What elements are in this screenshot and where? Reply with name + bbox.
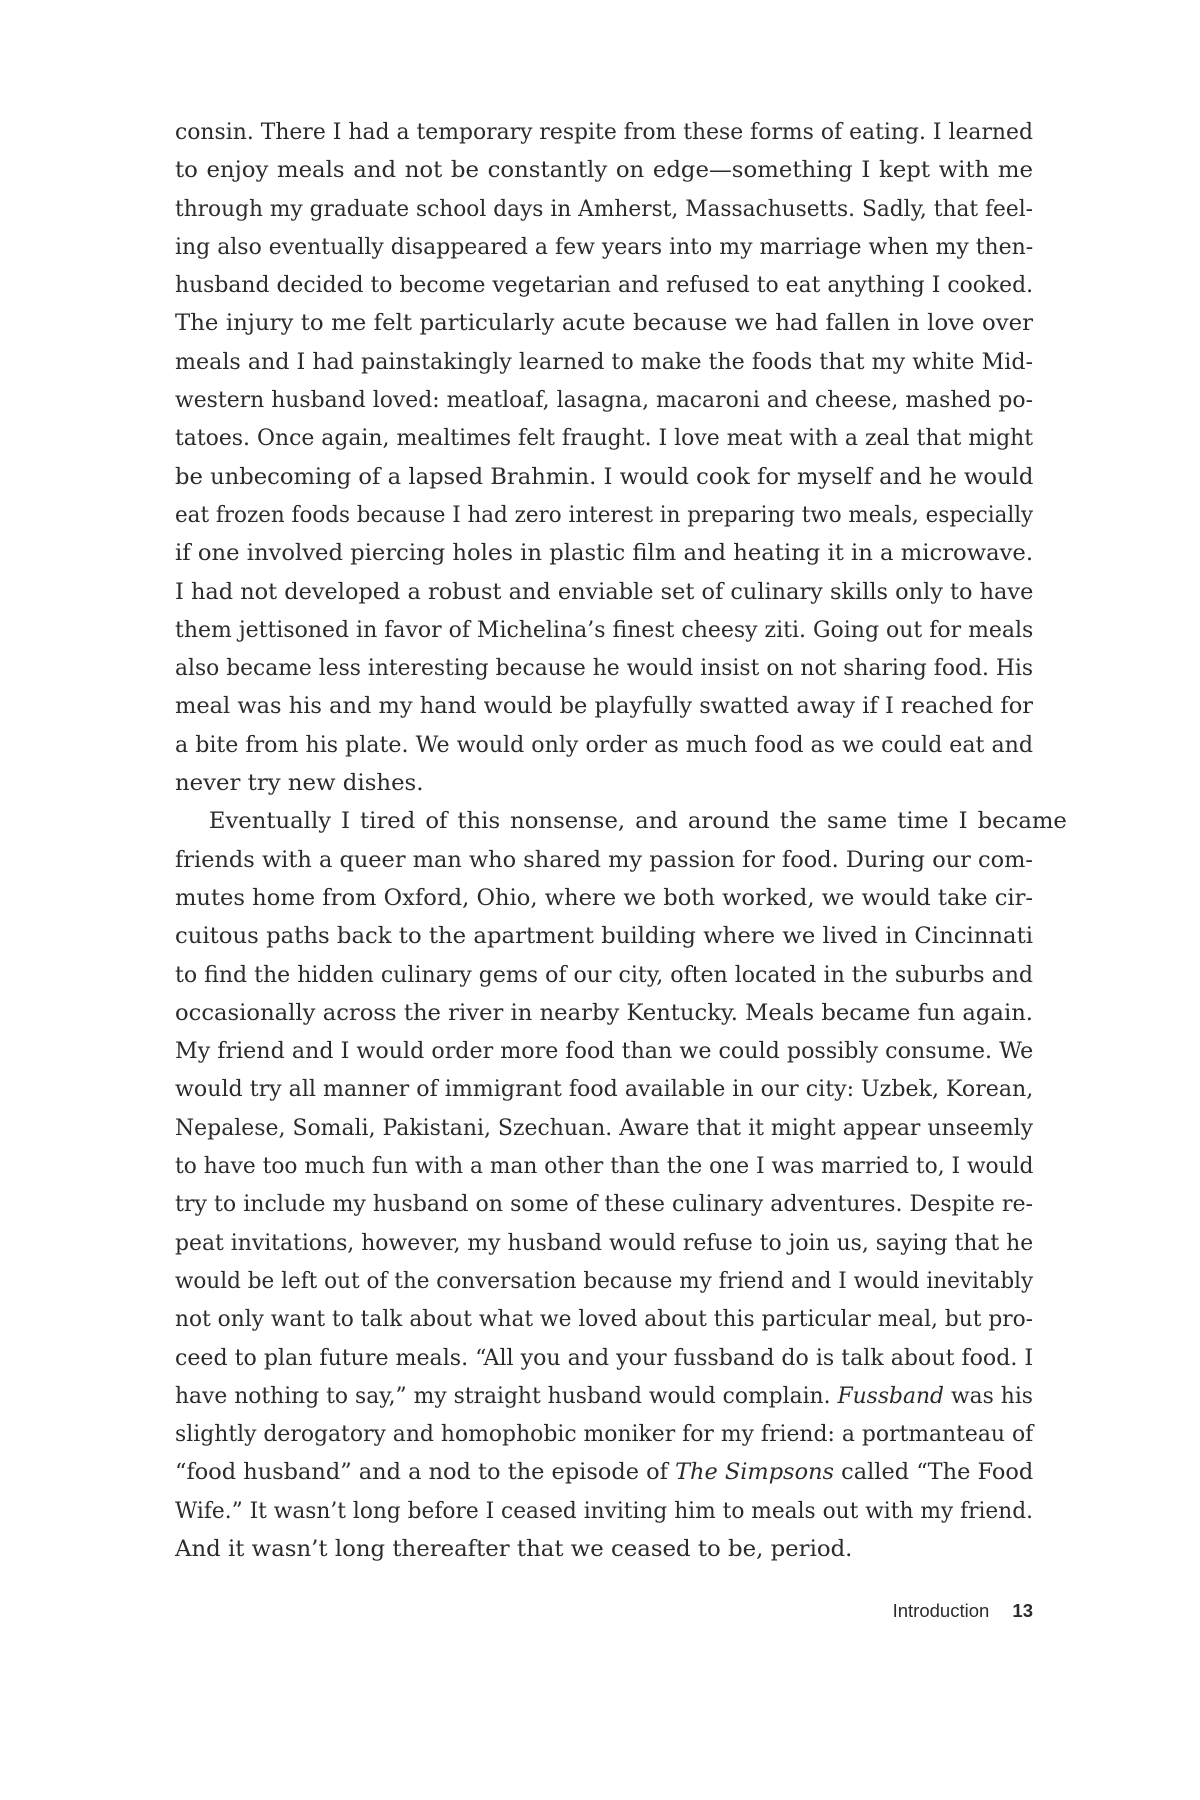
text-line: to find the hidden culinary gems of our city, often located in the suburbs and [175,961,1033,988]
text-line: mutes home from Oxford, Ohio, where we both worked, we would take cir- [175,884,1034,911]
text-line: also became less interesting because he would insist on not sharing food. His [175,655,1034,682]
text-line: occasionally across the river in nearby Kentucky. Meals became fun again. [175,999,1033,1026]
text-line: to have too much fun with a man other than the one I was married to, I would [175,1153,1034,1180]
text-line: Eventually I tired of this nonsense, and around the same time I became [208,808,1067,835]
text-line: through my graduate school days in Amherst, Massachusetts. Sadly, that feel- [175,195,1033,222]
text-line: I had not developed a robust and enviable set of culinary skills only to have [175,578,1034,605]
text-line: “food husband” and a nod to the episode of The Simpsons called “The Food [175,1459,1034,1486]
text-line: ing also eventually disappeared a few years into my marriage when my then- [175,233,1034,260]
text-line: cuitous paths back to the apartment building where we lived in Cincinnati [175,923,1034,950]
text-line: husband decided to become vegetarian and refused to eat anything I cooked. [175,272,1034,299]
text-line: if one involved piercing holes in plastic film and heating it in a microwave. [175,540,1034,567]
text-line: would be left out of the conversation because my friend and I would inevitably [175,1267,1034,1294]
text-line: The injury to me felt particularly acute because we had fallen in love over [175,310,1033,337]
text-line: And it wasn’t long thereafter that we ceased to be, period. [175,1535,853,1562]
text-line: consin. There I had a temporary respite from these forms of eating. I learned [175,119,1033,145]
text-line: to enjoy meals and not be constantly on edge—something I kept with me [175,157,1033,184]
text-line: eat frozen foods because I had zero interest in preparing two meals, especially [175,501,1034,528]
text-line: peat invitations, however, my husband would refuse to join us, saying that he [175,1229,1034,1256]
text-line: western husband loved: meatloaf, lasagna, macaroni and cheese, mashed po- [175,387,1033,414]
text-line: a bite from his plate. We would only order as much food as we could eat and [175,731,1034,758]
text-line: slightly derogatory and homophobic moniker for my friend: a portmanteau of [175,1421,1034,1448]
text-line: meals and I had painstakingly learned to make the foods that my white Mid- [175,348,1034,375]
page-number: 13 [1012,1600,1033,1621]
text-line: try to include my husband on some of these culinary adventures. Despite re- [175,1191,1034,1218]
text-line: never try new dishes. [175,770,424,797]
text-line: Nepalese, Somali, Pakistani, Szechuan. Aware that it might appear unseemly [175,1114,1034,1141]
text-line: friends with a queer man who shared my passion for food. During our com- [175,846,1033,873]
body-text [175,113,1067,1568]
text-line: would try all manner of immigrant food available in our city: Uzbek, Korean, [175,1076,1034,1103]
italic-term: The Simpsons [675,1459,835,1486]
text-line: tatoes. Once again, mealtimes felt fraught. I love meat with a zeal that might [175,425,1033,452]
text-line: have nothing to say,” my straight husband would complain. Fussband was his [175,1382,1033,1409]
text-line: be unbecoming of a lapsed Brahmin. I would cook for myself and he would [175,463,1034,490]
italic-term: Fussband [837,1382,944,1409]
running-footer [893,1600,1033,1622]
text-line: ceed to plan future meals. “All you and your fussband do is talk about food. I [175,1344,1034,1371]
text-line: Wife.” It wasn’t long before I ceased inviting him to meals out with my friend. [175,1497,1033,1524]
footer-section-title: Introduction [892,1600,990,1621]
text-line: meal was his and my hand would be playfully swatted away if I reached for [175,693,1033,720]
text-line: them jettisoned in favor of Michelina’s finest cheesy ziti. Going out for meals [175,616,1034,643]
text-line: not only want to talk about what we loved about this particular meal, but pro- [175,1306,1034,1333]
text-line: My friend and I would order more food than we could possibly consume. We [175,1038,1034,1065]
